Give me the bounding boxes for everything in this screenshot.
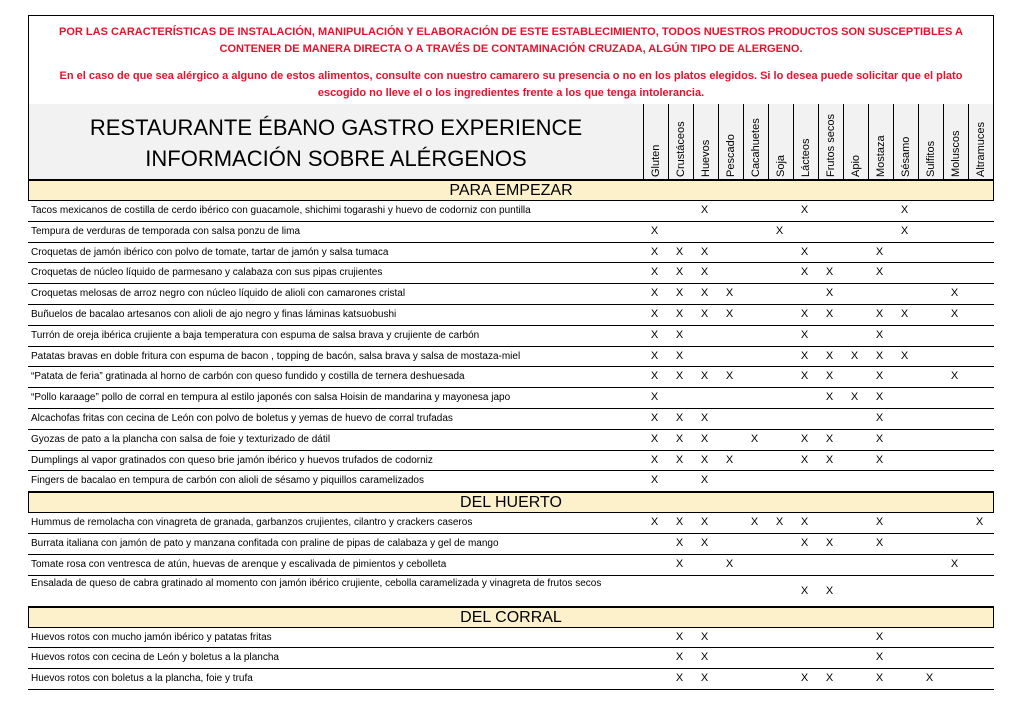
allergen-mark-huevos: X — [700, 432, 709, 445]
allergen-header-sulfitos — [918, 104, 943, 179]
allergen-mark-cacahuetes: X — [750, 432, 759, 445]
allergen-mark-sesamo: X — [900, 204, 909, 216]
dish-name: “Pollo karaage” pollo de corral en tempura al estilo japonés con salsa Hoisin de mandarina y mayonesa japo — [31, 392, 511, 404]
allergen-mark-frutos-secos: X — [825, 287, 834, 300]
allergen-mark-crustaceos: X — [675, 245, 684, 258]
table-row — [28, 201, 994, 222]
allergen-mark-gluten: X — [650, 224, 659, 237]
allergen-mark-gluten: X — [650, 308, 659, 320]
table-row — [28, 628, 994, 649]
allergen-mark-crustaceos: X — [675, 266, 684, 279]
table-row — [28, 471, 994, 492]
allergen-mark-lacteos: X — [800, 370, 809, 383]
allergen-label: Crustáceos — [675, 121, 687, 177]
table-row — [28, 513, 994, 534]
allergen-header-pescado — [718, 104, 743, 179]
table-row — [28, 367, 994, 388]
allergen-mark-huevos: X — [700, 672, 709, 685]
allergen-header-soja — [768, 104, 793, 179]
allergen-mark-huevos: X — [700, 287, 709, 300]
allergen-mark-crustaceos: X — [675, 557, 684, 570]
allergen-header-lacteos — [793, 104, 818, 179]
allergen-mark-moluscos: X — [950, 557, 959, 570]
allergen-mark-huevos: X — [700, 516, 709, 529]
allergen-mark-crustaceos: X — [675, 349, 684, 362]
allergen-mark-huevos: X — [700, 537, 709, 549]
allergen-mark-mostaza: X — [875, 432, 884, 445]
allergen-mark-soja: X — [775, 516, 784, 529]
allergen-mark-gluten: X — [650, 412, 659, 424]
allergen-label: Gluten — [650, 144, 662, 177]
allergen-mark-huevos: X — [700, 266, 709, 279]
table-row — [28, 305, 994, 326]
allergen-mark-huevos: X — [700, 453, 709, 466]
allergen-sheet — [28, 15, 994, 695]
table-row — [28, 243, 994, 264]
allergen-mark-lacteos: X — [800, 245, 809, 258]
allergen-mark-moluscos: X — [950, 287, 959, 300]
allergen-mark-frutos-secos: X — [825, 266, 834, 279]
allergen-mark-crustaceos: X — [675, 453, 684, 466]
allergen-mark-apio: X — [850, 391, 859, 404]
allergen-header-crustaceos — [668, 104, 693, 179]
allergen-mark-gluten: X — [650, 266, 659, 279]
allergen-header-apio — [843, 104, 868, 179]
allergen-mark-crustaceos: X — [675, 370, 684, 383]
allergen-mark-apio: X — [850, 349, 859, 362]
table-row — [28, 648, 994, 669]
allergen-mark-frutos-secos: X — [825, 453, 834, 466]
allergen-mark-crustaceos: X — [675, 516, 684, 529]
allergen-mark-mostaza: X — [875, 630, 884, 643]
allergen-mark-frutos-secos: X — [825, 432, 834, 445]
dish-name: Gyozas de pato a la plancha con salsa de foie y texturizado de dátil — [31, 433, 331, 445]
allergen-mark-sesamo: X — [900, 349, 909, 362]
allergen-mark-mostaza: X — [875, 537, 884, 549]
allergen-mark-huevos: X — [700, 630, 709, 643]
allergen-header-sesamo — [893, 104, 918, 179]
section-header-del-corral: DEL CORRAL — [28, 607, 994, 628]
dish-name: Croquetas melosas de arroz negro con núcleo líquido de alioli con camarones cristal — [31, 288, 406, 300]
dish-name: Croquetas de jamón ibérico con polvo de tomate, tartar de jamón y salsa tumaca — [31, 246, 389, 258]
restaurant-name: RESTAURANTE ÉBANO GASTRO EXPERIENCE — [89, 115, 583, 140]
allergen-label: Pescado — [725, 134, 737, 177]
table-header — [28, 104, 994, 180]
allergen-label: Moluscos — [950, 130, 962, 177]
allergen-mark-crustaceos: X — [675, 328, 684, 341]
allergen-mark-frutos-secos: X — [825, 584, 834, 597]
table-row — [28, 555, 994, 576]
table-row — [28, 326, 994, 347]
allergen-mark-soja: X — [775, 224, 784, 237]
allergen-mark-crustaceos: X — [675, 537, 684, 549]
allergen-mark-mostaza: X — [875, 453, 884, 466]
allergen-mark-frutos-secos: X — [825, 537, 834, 549]
allergen-warning-notice — [28, 15, 994, 105]
table-row — [28, 222, 994, 243]
allergen-mark-gluten: X — [650, 349, 659, 362]
allergen-mark-crustaceos: X — [675, 308, 684, 320]
table-row — [28, 388, 994, 409]
allergen-header-mostaza — [868, 104, 893, 179]
allergen-mark-frutos-secos: X — [825, 308, 834, 320]
allergen-header-altramuces — [968, 104, 993, 179]
allergen-mark-crustaceos: X — [675, 412, 684, 424]
allergen-mark-lacteos: X — [800, 204, 809, 216]
allergen-mark-altramuces: X — [975, 516, 984, 529]
allergen-mark-crustaceos: X — [675, 651, 684, 664]
allergen-mark-lacteos: X — [800, 453, 809, 466]
dish-name: Alcachofas fritas con cecina de León con polvo de boletus y yemas de huevo de corral trufadas — [31, 413, 453, 424]
page-title — [29, 104, 643, 179]
dish-name: Ensalada de queso de cabra gratinado al momento con jamón ibérico crujiente, cebolla caramelizada y vinagreta de frutos secos — [31, 577, 602, 589]
allergen-mark-lacteos: X — [800, 266, 809, 279]
allergen-mark-lacteos: X — [800, 328, 809, 341]
allergen-label: Frutos secos — [825, 114, 837, 177]
table-row — [28, 284, 994, 305]
allergen-mark-lacteos: X — [800, 432, 809, 445]
allergen-label: Sulfitos — [925, 140, 937, 177]
allergen-mark-frutos-secos: X — [825, 672, 834, 685]
allergen-mark-gluten: X — [650, 516, 659, 529]
allergen-mark-frutos-secos: X — [825, 349, 834, 362]
dish-name: Tacos mexicanos de costilla de cerdo ibérico con guacamole, shichimi togarashi y huevo de codorniz con puntilla — [31, 205, 531, 216]
allergen-label: Lácteos — [800, 138, 812, 177]
allergen-mark-pescado: X — [725, 287, 734, 300]
dish-name: Fingers de bacalao en tempura de carbón con alioli de sésamo y piquillos caramelizados — [31, 475, 424, 487]
allergen-mark-lacteos: X — [800, 537, 809, 549]
section-header-del-huerto: DEL HUERTO — [28, 492, 994, 513]
dish-name: Dumplings al vapor gratinados con queso brie jamón ibérico y huevos trufados de codorniz — [31, 454, 433, 466]
allergen-mark-lacteos: X — [800, 672, 809, 685]
allergen-label: Apio — [850, 154, 862, 177]
allergen-mark-pescado: X — [725, 308, 734, 320]
allergen-mark-gluten: X — [650, 245, 659, 258]
allergen-mark-gluten: X — [650, 453, 659, 466]
section-header-para-empezar: PARA EMPEZAR — [28, 180, 994, 201]
allergen-mark-huevos: X — [700, 204, 709, 216]
warning-text: POR LAS CARACTERÍSTICAS DE INSTALACIÓN, MANIPULACIÓN Y ELABORACIÓN DE ESTE ESTABLECIMIENTO, TODOS NUESTROS PRODUCTOS SON SUSCEPTIBLES A CONTENER DE MANERA DIRECTA O A TRAVÉS DE CONTAMINACIÓN CRUZADA, ALGÚN TIPO DE ALERGENO. — [59, 26, 963, 55]
table-row — [28, 534, 994, 555]
allergen-mark-mostaza: X — [875, 308, 884, 320]
dish-name: “Patata de feria” gratinada al horno de carbón con queso fundido y costilla de ternera deshuesada — [31, 371, 465, 383]
dish-name: Huevos rotos con boletus a la plancha, foie y trufa — [31, 673, 253, 685]
table-row — [28, 451, 994, 472]
table-row — [28, 409, 994, 430]
allergen-mark-mostaza: X — [875, 412, 884, 424]
allergen-mark-gluten: X — [650, 432, 659, 445]
allergen-mark-mostaza: X — [875, 651, 884, 664]
allergen-mark-pescado: X — [725, 557, 734, 570]
allergen-mark-lacteos: X — [800, 349, 809, 362]
allergen-mark-lacteos: X — [800, 584, 809, 597]
allergen-mark-mostaza: X — [875, 516, 884, 529]
allergen-mark-cacahuetes: X — [750, 516, 759, 529]
advice-text: En el caso de que sea alérgico a alguno de estos alimentos, consulte con nuestro camarero su presencia o no en los platos elegidos. Si lo desea puede solicitar que el plato escogido no lleve el o los ingredientes frente a los que tenga intolerancia. — [59, 70, 963, 99]
table-row — [28, 347, 994, 368]
allergen-mark-gluten: X — [650, 287, 659, 300]
allergen-mark-moluscos: X — [950, 370, 959, 383]
allergen-mark-sesamo: X — [900, 224, 909, 237]
allergen-mark-sesamo: X — [900, 308, 909, 320]
allergen-mark-pescado: X — [725, 453, 734, 466]
allergen-header-huevos — [693, 104, 718, 179]
dish-name: Patatas bravas en doble fritura con espuma de bacon , topping de bacón, salsa brava y salsa de mostaza-miel — [31, 350, 521, 362]
dish-name: Buñuelos de bacalao artesanos con alioli de ajo negro y finas láminas katsuobushi — [31, 309, 397, 320]
allergen-mark-huevos: X — [700, 651, 709, 664]
allergen-mark-crustaceos: X — [675, 630, 684, 643]
dish-name: Turrón de oreja ibérica crujiente a baja temperatura con espuma de salsa brava y crujiente de carbón — [31, 329, 480, 341]
allergen-mark-crustaceos: X — [675, 287, 684, 300]
table-row — [28, 263, 994, 284]
allergen-mark-moluscos: X — [950, 308, 959, 320]
dish-name: Huevos rotos con mucho jamón ibérico y patatas fritas — [31, 631, 272, 643]
allergen-mark-huevos: X — [700, 412, 709, 424]
allergen-mark-huevos: X — [700, 370, 709, 383]
allergen-label: Altramuces — [975, 121, 987, 177]
allergen-mark-gluten: X — [650, 370, 659, 383]
allergen-label: Soja — [775, 154, 787, 177]
allergen-mark-gluten: X — [650, 474, 659, 487]
allergen-header-gluten — [643, 104, 668, 179]
allergen-mark-huevos: X — [700, 245, 709, 258]
allergen-label: Cacahuetes — [750, 118, 762, 177]
allergen-mark-pescado: X — [725, 370, 734, 383]
allergen-label: Sésamo — [900, 136, 912, 177]
dish-name: Tomate rosa con ventresca de atún, huevas de arenque y escalivada de pimientos y cebolleta — [31, 558, 447, 570]
allergen-mark-sulfitos: X — [925, 672, 934, 685]
allergen-mark-gluten: X — [650, 391, 659, 404]
dish-name: Burrata italiana con jamón de pato y manzana confitada con praline de pipas de calabaza y gel de mango — [31, 538, 499, 549]
allergen-mark-mostaza: X — [875, 328, 884, 341]
dish-name: Tempura de verduras de temporada con salsa ponzu de lima — [31, 225, 301, 237]
allergen-mark-frutos-secos: X — [825, 391, 834, 404]
allergen-header-frutos-secos — [818, 104, 843, 179]
allergen-mark-mostaza: X — [875, 266, 884, 279]
sheet-subtitle: INFORMACIÓN SOBRE ALÉRGENOS — [145, 146, 527, 171]
table-row — [28, 576, 994, 607]
allergen-mark-crustaceos: X — [675, 432, 684, 445]
allergen-mark-mostaza: X — [875, 672, 884, 685]
table-row — [28, 430, 994, 451]
allergen-label: Huevos — [700, 139, 712, 177]
allergen-mark-mostaza: X — [875, 391, 884, 404]
dish-name: Croquetas de núcleo líquido de parmesano y calabaza con sus pipas crujientes — [31, 267, 383, 279]
allergen-mark-mostaza: X — [875, 245, 884, 258]
allergen-mark-lacteos: X — [800, 308, 809, 320]
allergen-mark-mostaza: X — [875, 370, 884, 383]
allergen-label: Mostaza — [875, 135, 887, 177]
allergen-mark-gluten: X — [650, 328, 659, 341]
allergen-mark-huevos: X — [700, 308, 709, 320]
allergen-mark-mostaza: X — [875, 349, 884, 362]
dish-name: Huevos rotos con cecina de León y boletus a la plancha — [31, 652, 279, 664]
allergen-header-moluscos — [943, 104, 968, 179]
allergen-header-cacahuetes — [743, 104, 768, 179]
allergen-mark-lacteos: X — [800, 516, 809, 529]
allergen-mark-crustaceos: X — [675, 672, 684, 685]
table-row — [28, 669, 994, 690]
dish-name: Hummus de remolacha con vinagreta de granada, garbanzos crujientes, cilantro y crackers caseros — [31, 517, 473, 529]
allergen-mark-frutos-secos: X — [825, 370, 834, 383]
allergen-mark-huevos: X — [700, 474, 709, 487]
